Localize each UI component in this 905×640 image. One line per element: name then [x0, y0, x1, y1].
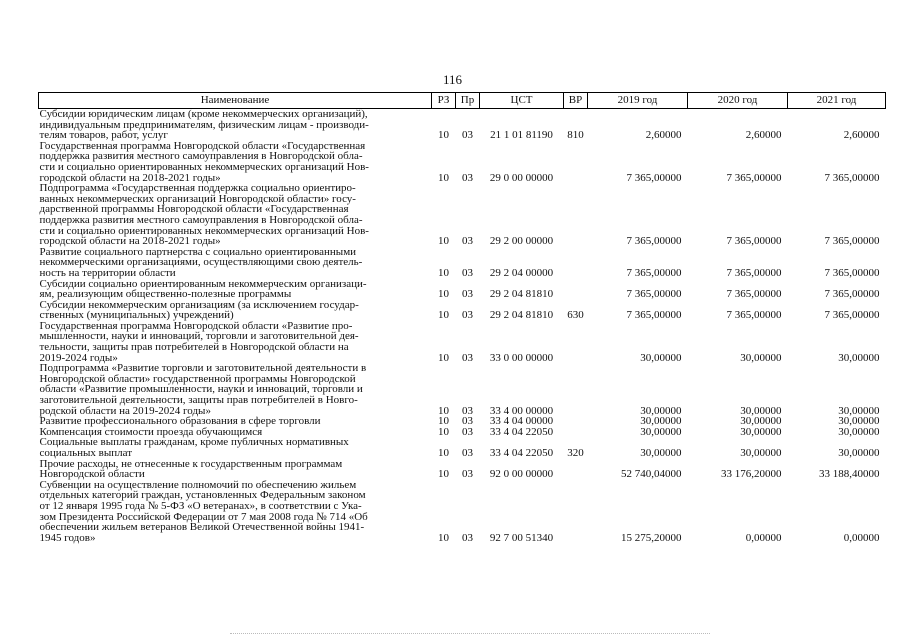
row-2020: 30,00000 — [740, 447, 782, 459]
row-2020: 7 365,00000 — [726, 288, 782, 301]
header-2020: 2020 год — [688, 93, 788, 109]
row-name — [39, 437, 432, 458]
header-2021: 2021 год — [788, 93, 886, 109]
row-2021: 2,60000 — [843, 129, 880, 142]
row-name-line: Государственная программа Новгородской области «Развитие про- — [39, 319, 353, 332]
row-name-line: сти и социально ориентированных некоммерческих организаций Нов- — [39, 160, 369, 173]
row-rz: 10 — [438, 235, 449, 248]
table-header-row — [39, 93, 886, 109]
row-name-line: Прочие расходы, не отнесенные к государственным программам — [39, 457, 343, 470]
table-row — [39, 109, 886, 141]
row-rz: 10 — [438, 531, 449, 544]
row-2019: 30,00000 — [640, 415, 682, 428]
row-pr: 03 — [462, 309, 473, 322]
row-name — [39, 321, 432, 363]
row-name-line: ность на территории области — [39, 266, 176, 279]
row-rz: 10 — [438, 425, 449, 438]
row-2021: 7 365,00000 — [824, 266, 880, 279]
table-body — [39, 109, 886, 544]
row-2021: 7 365,00000 — [824, 288, 880, 301]
row-2020: 7 365,00000 — [726, 235, 782, 248]
row-name-line: дарственной программы Новгородской области «Государственная — [39, 203, 349, 216]
row-name-line: зом Президента Российской Федерации от 7 мая 2008 года № 714 «Об — [39, 510, 368, 523]
table-row — [39, 480, 886, 544]
row-name-line: Подпрограмма «Государственная поддержка социально ориентиро- — [39, 182, 356, 195]
table-row — [39, 279, 886, 300]
row-2020: 30,00000 — [740, 425, 782, 438]
row-vr: 630 — [567, 309, 584, 322]
row-vr — [564, 416, 588, 427]
row-cst: 33 4 00 00000 — [489, 404, 554, 417]
row-name-line: обеспечении жильем ветеранов Великой Отечественной войны 1941- — [39, 521, 365, 534]
row-pr: 03 — [462, 266, 473, 279]
row-rz: 10 — [438, 288, 449, 301]
row-2019: 52 740,04000 — [621, 468, 682, 481]
row-cst: 33 4 04 00000 — [489, 415, 554, 428]
header-cst: ЦСТ — [480, 93, 564, 109]
row-cst: 92 7 00 51340 — [489, 531, 554, 544]
row-name — [39, 109, 432, 141]
row-pr: 03 — [462, 425, 473, 438]
row-name-line: мышленности, науки и инноваций, торговли и заготовительной дея- — [39, 330, 359, 343]
table-row — [39, 459, 886, 480]
row-vr — [564, 363, 588, 416]
row-name-line: отдельных категорий граждан, установленных Федеральным законом — [39, 489, 366, 502]
row-2019: 30,00000 — [640, 447, 682, 459]
row-cst: 29 2 04 81810 — [489, 288, 554, 301]
row-name — [39, 300, 432, 321]
row-rz: 10 — [438, 351, 449, 364]
row-2021: 30,00000 — [838, 415, 880, 428]
row-name — [39, 459, 432, 480]
row-name-line: городской области на 2018-2021 годы» — [39, 235, 221, 248]
row-2020: 30,00000 — [740, 415, 782, 428]
row-pr: 03 — [462, 447, 473, 459]
row-2020: 30,00000 — [740, 351, 782, 364]
row-2021: 0,00000 — [843, 531, 880, 544]
row-cst: 29 2 04 00000 — [489, 266, 554, 279]
row-pr: 03 — [462, 235, 473, 248]
row-name-line: Развитие социального партнерства с социально ориентированными — [39, 245, 357, 258]
row-name — [39, 183, 432, 247]
row-2021: 7 365,00000 — [824, 309, 880, 322]
row-vr: 810 — [567, 129, 584, 142]
table-row — [39, 321, 886, 363]
row-2019: 30,00000 — [640, 404, 682, 417]
row-name-line: Новгородской области — [39, 468, 145, 481]
row-2019: 2,60000 — [645, 129, 682, 142]
table-row — [39, 300, 886, 321]
header-vr: ВР — [564, 93, 588, 109]
header-pr: Пр — [456, 93, 480, 109]
row-pr: 03 — [462, 415, 473, 428]
row-name-line: ственных (муниципальных) учреждений) — [39, 309, 234, 322]
row-pr: 03 — [462, 404, 473, 417]
row-name-line: Субвенции на осуществление полномочий по обеспечению жильем — [39, 478, 357, 491]
row-pr: 03 — [462, 351, 473, 364]
row-pr: 03 — [462, 531, 473, 544]
row-name-line: поддержка развития местного самоуправления в Новгородской обла- — [39, 213, 363, 226]
table-row — [39, 247, 886, 279]
row-name-line: Компенсация стоимости проезда обучающимся — [39, 425, 263, 438]
table-row — [39, 183, 886, 247]
header-2019: 2019 год — [588, 93, 688, 109]
row-2019: 7 365,00000 — [626, 171, 682, 184]
row-rz: 10 — [438, 404, 449, 417]
row-vr — [564, 247, 588, 279]
row-name — [39, 141, 432, 183]
table-row — [39, 437, 886, 458]
header-rz: РЗ — [432, 93, 456, 109]
row-name-line: Подпрограмма «Развитие торговли и заготовительной деятельности в — [39, 362, 367, 375]
table-row — [39, 141, 886, 183]
row-2021: 30,00000 — [838, 447, 880, 459]
row-name — [39, 363, 432, 416]
row-name-line: некоммерческими организациями, осуществляющими свою деятель- — [39, 256, 363, 269]
row-rz: 10 — [438, 266, 449, 279]
row-vr — [564, 141, 588, 183]
row-2021: 7 365,00000 — [824, 171, 880, 184]
row-name-line: 2019-2024 годы» — [39, 351, 118, 364]
row-cst: 92 0 00 00000 — [489, 468, 554, 481]
row-pr: 03 — [462, 171, 473, 184]
row-2020: 0,00000 — [745, 531, 782, 544]
row-name — [39, 247, 432, 279]
row-2021: 30,00000 — [838, 425, 880, 438]
table-row — [39, 363, 886, 416]
row-2020: 7 365,00000 — [726, 266, 782, 279]
row-2020: 7 365,00000 — [726, 171, 782, 184]
row-vr — [564, 480, 588, 544]
row-2019: 30,00000 — [640, 351, 682, 364]
row-pr: 03 — [462, 468, 473, 481]
row-vr — [564, 427, 588, 438]
budget-table — [38, 92, 886, 543]
row-2019: 30,00000 — [640, 425, 682, 438]
row-rz: 10 — [438, 309, 449, 322]
row-2020: 2,60000 — [745, 129, 782, 142]
row-2019: 15 275,20000 — [621, 531, 682, 544]
row-2019: 7 365,00000 — [626, 309, 682, 322]
row-2019: 7 365,00000 — [626, 288, 682, 301]
header-name: Наименование — [39, 93, 432, 109]
row-rz: 10 — [438, 447, 449, 459]
row-name-line: тельности, защиты прав потребителей в Новгородской области на — [39, 341, 349, 354]
row-cst: 29 0 00 00000 — [489, 171, 554, 184]
row-cst: 33 0 00 00000 — [489, 351, 554, 364]
row-2021: 33 188,40000 — [819, 468, 880, 481]
row-pr: 03 — [462, 129, 473, 142]
row-2019: 7 365,00000 — [626, 235, 682, 248]
row-vr — [564, 459, 588, 480]
row-name-line: заготовительной деятельности, защиты прав потребителей в Новго- — [39, 394, 358, 407]
row-cst: 33 4 04 22050 — [489, 425, 554, 438]
row-2020: 7 365,00000 — [726, 309, 782, 322]
row-vr — [564, 321, 588, 363]
row-cst: 29 2 04 81810 — [489, 309, 554, 322]
row-name-line: сти и социально ориентированных некоммерческих организаций Нов- — [39, 224, 369, 237]
row-name-line: от 12 января 1995 года № 5-ФЗ «О ветеранах», в соответствии с Ука- — [39, 499, 362, 512]
row-name-line: социальных выплат — [39, 447, 133, 459]
scan-edge-noise — [230, 633, 710, 635]
row-2021: 30,00000 — [838, 404, 880, 417]
row-name-line: Новгородской области» государственной программы Новгородской — [39, 372, 356, 385]
row-name-line: городской области на 2018-2021 годы» — [39, 171, 221, 184]
row-2020: 33 176,20000 — [721, 468, 782, 481]
row-name-line: Субсидии социально ориентированным некоммерческим организаци- — [39, 277, 367, 290]
page-number: 116 — [442, 72, 463, 87]
row-name-line: Субсидии некоммерческим организациям (за исключением государ- — [39, 298, 359, 311]
row-cst: 33 4 04 22050 — [489, 447, 554, 459]
row-2019: 7 365,00000 — [626, 266, 682, 279]
row-rz: 10 — [438, 171, 449, 184]
row-name-line: поддержка развития местного самоуправления в Новгородской обла- — [39, 150, 363, 163]
row-name-line: Субсидии юридическим лицам (кроме некоммерческих организаций), — [39, 108, 368, 120]
row-name — [39, 480, 432, 544]
row-name-line: родской области на 2019-2024 годы» — [39, 404, 211, 417]
row-2020: 30,00000 — [740, 404, 782, 417]
row-cst: 21 1 01 81190 — [490, 129, 553, 142]
row-name-line: ям, реализующим общественно-полезные программы — [39, 288, 292, 301]
row-vr — [564, 279, 588, 300]
row-name-line: Социальные выплаты гражданам, кроме публичных нормативных — [39, 436, 349, 449]
row-name-line: телям товаров, работ, услуг — [39, 129, 168, 142]
row-2021: 30,00000 — [838, 351, 880, 364]
row-name-line: индивидуальным предпринимателям, физическим лицам - производи- — [39, 118, 369, 131]
row-name-line: 1945 годов» — [39, 531, 96, 544]
row-name-line: Государственная программа Новгородской области «Государственная — [39, 139, 366, 152]
row-rz: 10 — [438, 468, 449, 481]
row-name-line: ванных некоммерческих организаций Новгородской области» госу- — [39, 192, 356, 205]
row-rz: 10 — [438, 415, 449, 428]
row-vr: 320 — [567, 447, 584, 459]
row-vr — [564, 183, 588, 247]
row-cst: 29 2 00 00000 — [489, 235, 554, 248]
row-name-line: области «Развитие промышленности, науки и инноваций, торговли и — [39, 383, 363, 396]
row-rz: 10 — [438, 129, 449, 142]
row-pr: 03 — [462, 288, 473, 301]
row-name-line: Развитие профессионального образования в сфере торговли — [39, 415, 321, 428]
row-2021: 7 365,00000 — [824, 235, 880, 248]
row-name — [39, 279, 432, 300]
